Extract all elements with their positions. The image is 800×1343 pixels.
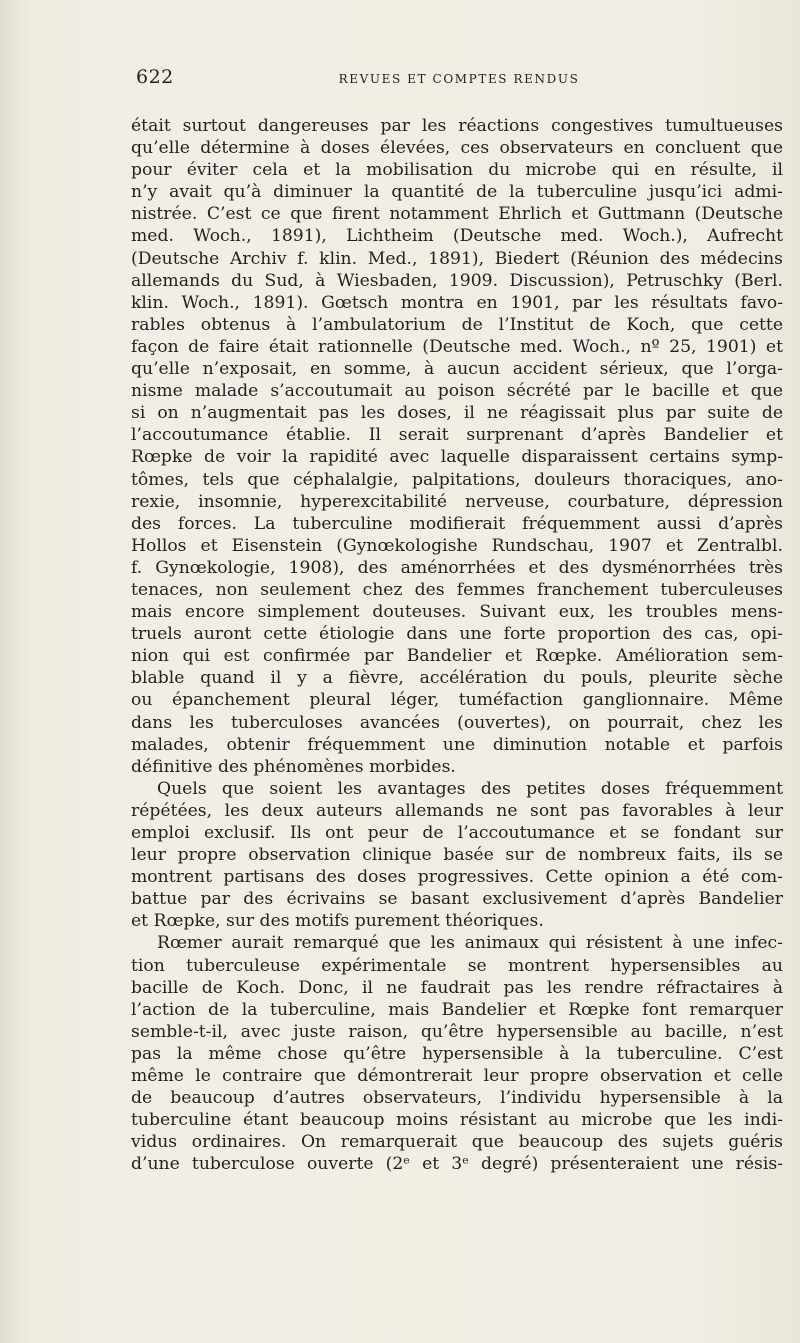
text-line: répétées, les deux auteurs allemands ne sont pas favorables à leur (131, 800, 783, 821)
text-line: l’action de la tuberculine, mais Bandelier et Rœpke font remarquer (131, 999, 783, 1020)
text-line: allemands du Sud, à Wiesbaden, 1909. Discussion), Petruschky (Berl. (131, 270, 783, 291)
text-line: klin. Woch., 1891). Gœtsch montra en 1901, par les résultats favo- (131, 292, 783, 313)
page-number: 622 (136, 66, 174, 88)
text-line: nion qui est confirmée par Bandelier et Rœpke. Amélioration sem- (131, 646, 783, 667)
text-line: dans les tuberculoses avancées (ouvertes), on pourrait, chez les (131, 712, 783, 733)
text-line: si on n’augmentait pas les doses, il ne réagissait plus par suite de (131, 403, 783, 424)
text-line: vidus ordinaires. On remarquerait que beaucoup des sujets guéris (131, 1132, 783, 1153)
text-line: montrent partisans des doses progressives. Cette opinion a été com- (131, 867, 783, 888)
text-line: blable quand il y a fièvre, accélération du pouls, pleurite sèche (131, 668, 783, 689)
text-line: des forces. La tuberculine modifierait fréquemment aussi d’après (131, 513, 783, 534)
text-line: Rœpke de voir la rapidité avec laquelle disparaissent certains symp- (131, 447, 783, 468)
text-line: tuberculine étant beaucoup moins résistant au microbe que les indi- (131, 1110, 783, 1131)
text-line: d’une tuberculose ouverte (2ᵉ et 3ᵉ degré) présenteraient une résis- (131, 1154, 783, 1175)
text-line: rexie, insomnie, hyperexcitabilité nerveuse, courbature, dépression (131, 491, 783, 512)
text-line: tômes, tels que céphalalgie, palpitations, douleurs thoraciques, ano- (131, 469, 783, 490)
text-line: tion tuberculeuse expérimentale se montrent hypersensibles au (131, 955, 783, 976)
text-line: nisme malade s’accoutumait au poison sécrété par le bacille et que (131, 381, 783, 402)
text-line: qu’elle n’exposait, en somme, à aucun accident sérieux, que l’orga- (131, 359, 783, 380)
text-line: bacille de Koch. Donc, il ne faudrait pas les rendre réfractaires à (131, 977, 783, 998)
text-line: Quels que soient les avantages des petites doses fréquemment (157, 778, 783, 799)
text-line: truels auront cette étiologie dans une forte proportion des cas, opi- (131, 624, 783, 645)
text-line: ou épanchement pleural léger, tuméfaction ganglionnaire. Même (131, 690, 783, 711)
text-line: semble-t-il, avec juste raison, qu’être hypersensible au bacille, n’est (131, 1021, 783, 1042)
text-line: n’y avait qu’à diminuer la quantité de la tuberculine jusqu’ici admi- (131, 182, 783, 203)
text-line: battue par des écrivains se basant exclusivement d’après Bandelier (131, 889, 783, 910)
text-line: qu’elle détermine à doses élevées, ces observateurs en concluent que (131, 138, 783, 159)
text-line: tenaces, non seulement chez des femmes franchement tuberculeuses (131, 579, 783, 600)
text-line: (Deutsche Archiv f. klin. Med., 1891), Biedert (Réunion des médecins (131, 248, 783, 269)
text-line: malades, obtenir fréquemment une diminution notable et parfois (131, 734, 783, 755)
text-line: emploi exclusif. Ils ont peur de l’accoutumance et se fondant sur (131, 823, 783, 843)
text-line: med. Woch., 1891), Lichtheim (Deutsche med. Woch.), Aufrecht (131, 226, 783, 247)
text-line: nistrée. C’est ce que firent notamment Ehrlich et Guttmann (Deutsche (131, 204, 783, 225)
text-line: Hollos et Eisenstein (Gynœkologishe Rundschau, 1907 et Zentralbl. (131, 535, 783, 556)
text-line: était surtout dangereuses par les réactions congestives tumultueuses (131, 116, 783, 136)
text-line: même le contraire que démontrerait leur propre observation et celle (131, 1066, 783, 1087)
text-line: rables obtenus à l’ambulatorium de l’Institut de Koch, que cette (131, 314, 783, 335)
text-line: de beaucoup d’autres observateurs, l’individu hypersensible à la (131, 1088, 783, 1109)
text-line: définitive des phénomènes morbides. (131, 756, 456, 777)
text-line: pas la même chose qu’être hypersensible à la tuberculine. C’est (131, 1043, 783, 1064)
text-line: mais encore simplement douteuses. Suivant eux, les troubles mens- (131, 602, 783, 623)
text-line: Rœmer aurait remarqué que les animaux qui résistent à une infec- (157, 933, 783, 954)
body-text (131, 115, 783, 1176)
page-header (136, 66, 782, 96)
text-line: l’accoutumance établie. Il serait surprenant d’après Bandelier et (131, 425, 783, 446)
text-line: leur propre observation clinique basée sur de nombreux faits, ils se (131, 845, 783, 866)
running-title: REVUES ET COMPTES RENDUS (338, 72, 580, 86)
text-line: f. Gynœkologie, 1908), des aménorrhées et des dysménorrhées très (131, 557, 783, 578)
text-line: pour éviter cela et la mobilisation du microbe qui en résulte, il (131, 160, 783, 181)
text-line: façon de faire était rationnelle (Deutsche med. Woch., nº 25, 1901) et (131, 336, 783, 357)
text-line: et Rœpke, sur des motifs purement théoriques. (131, 911, 544, 932)
